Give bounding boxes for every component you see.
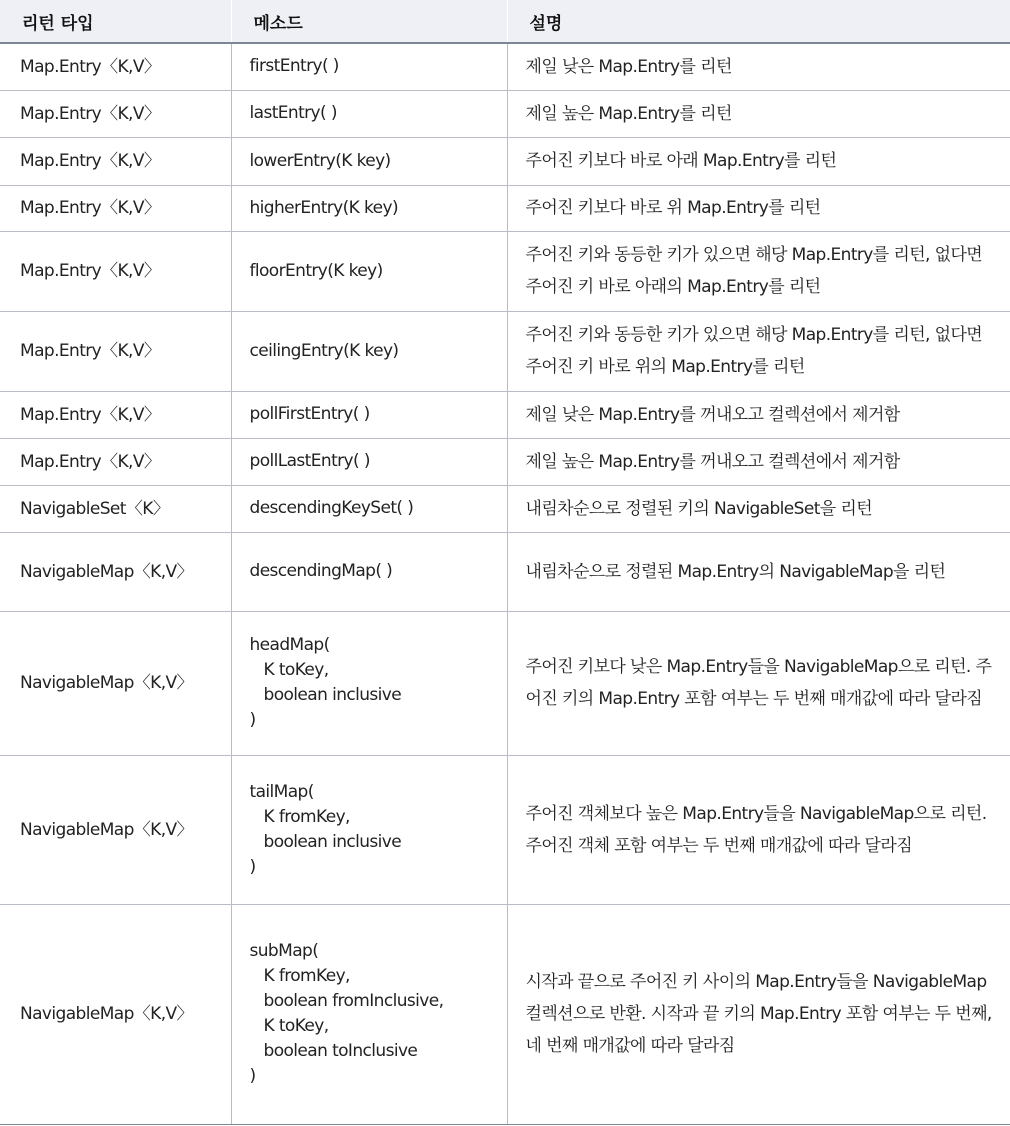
table-row <box>0 391 1010 438</box>
description-cell: 주어진 키보다 낮은 Map.Entry들을 NavigableMap으로 리턴. 주어진 키의 Map.Entry 포함 여부는 두 번째 매개값에 따라 달라짐 <box>507 611 1010 755</box>
description-cell: 내림차순으로 정렬된 Map.Entry의 NavigableMap을 리턴 <box>507 532 1010 611</box>
header-row <box>0 0 1010 43</box>
method-cell <box>231 137 507 185</box>
method-line: boolean inclusive <box>263 831 402 852</box>
return-type-cell: NavigableMap〈K,V〉 <box>0 755 231 904</box>
method-line: headMap( <box>249 635 330 655</box>
return-type-cell: Map.Entry〈K,V〉 <box>0 185 231 231</box>
method-line: ) <box>249 856 256 877</box>
method-cell <box>231 485 507 532</box>
description-cell: 제일 낮은 Map.Entry를 꺼내오고 컬렉션에서 제거함 <box>507 391 1010 438</box>
method-line: higherEntry(K key) <box>249 197 399 218</box>
return-type-cell: NavigableMap〈K,V〉 <box>0 611 231 755</box>
return-type-cell: Map.Entry〈K,V〉 <box>0 311 231 391</box>
table-row <box>0 43 1010 90</box>
method-line: lastEntry( ) <box>249 103 337 123</box>
return-type-cell: NavigableMap〈K,V〉 <box>0 532 231 611</box>
table-row <box>0 438 1010 485</box>
return-type-cell: NavigableSet〈K〉 <box>0 485 231 532</box>
method-line: descendingKeySet( ) <box>249 498 414 518</box>
method-line: boolean inclusive <box>263 685 402 705</box>
description-cell: 제일 낮은 Map.Entry를 리턴 <box>507 43 1010 90</box>
method-line: ceilingEntry(K key) <box>249 340 399 361</box>
method-cell <box>231 904 507 1124</box>
method-line: K fromKey, <box>263 966 350 986</box>
method-line: K toKey, <box>263 1016 329 1036</box>
method-cell <box>231 90 507 137</box>
method-cell <box>231 231 507 311</box>
return-type-cell: Map.Entry〈K,V〉 <box>0 137 231 185</box>
method-cell <box>231 43 507 90</box>
description-cell: 주어진 키보다 바로 아래 Map.Entry를 리턴 <box>507 137 1010 185</box>
description-cell: 제일 높은 Map.Entry를 리턴 <box>507 90 1010 137</box>
return-type-cell: NavigableMap〈K,V〉 <box>0 904 231 1124</box>
description-cell: 주어진 키와 동등한 키가 있으면 해당 Map.Entry를 리턴, 없다면 주어진 키 바로 아래의 Map.Entry를 리턴 <box>507 231 1010 311</box>
description-cell: 제일 높은 Map.Entry를 꺼내오고 컬렉션에서 제거함 <box>507 438 1010 485</box>
table-row <box>0 311 1010 391</box>
method-line: boolean toInclusive <box>263 1041 418 1061</box>
method-line: descendingMap( ) <box>249 561 393 581</box>
method-line: subMap( <box>249 941 319 961</box>
method-line: floorEntry(K key) <box>249 260 383 281</box>
table-row <box>0 904 1010 1124</box>
table-row <box>0 185 1010 231</box>
table-row <box>0 137 1010 185</box>
method-cell <box>231 311 507 391</box>
method-line: pollLastEntry( ) <box>249 451 370 471</box>
method-line: boolean fromInclusive, <box>263 991 444 1011</box>
method-line: pollFirstEntry( ) <box>249 404 370 424</box>
method-line: K toKey, <box>263 660 329 680</box>
description-cell: 내림차순으로 정렬된 키의 NavigableSet을 리턴 <box>507 485 1010 532</box>
table-row <box>0 485 1010 532</box>
description-cell: 시작과 끝으로 주어진 키 사이의 Map.Entry들을 NavigableMap 컬렉션으로 반환. 시작과 끝 키의 Map.Entry 포함 여부는 두 번째, 네 번째 매개값에 따라 달라짐 <box>507 904 1010 1124</box>
header-description: 설명 <box>507 0 1010 43</box>
return-type-cell: Map.Entry〈K,V〉 <box>0 43 231 90</box>
method-line: lowerEntry(K key) <box>249 150 391 171</box>
method-cell <box>231 611 507 755</box>
return-type-cell: Map.Entry〈K,V〉 <box>0 438 231 485</box>
return-type-cell: Map.Entry〈K,V〉 <box>0 391 231 438</box>
method-cell <box>231 391 507 438</box>
description-cell: 주어진 키와 동등한 키가 있으면 해당 Map.Entry를 리턴, 없다면 주어진 키 바로 위의 Map.Entry를 리턴 <box>507 311 1010 391</box>
table-body <box>0 43 1010 1124</box>
method-cell <box>231 438 507 485</box>
description-cell: 주어진 키보다 바로 위 Map.Entry를 리턴 <box>507 185 1010 231</box>
table-row <box>0 755 1010 904</box>
header-return-type: 리턴 타입 <box>0 0 231 43</box>
method-line: firstEntry( ) <box>249 56 339 77</box>
method-cell <box>231 755 507 904</box>
method-line: ) <box>249 710 256 730</box>
method-cell <box>231 532 507 611</box>
method-line: ) <box>249 1066 256 1086</box>
header-method: 메소드 <box>231 0 507 43</box>
table-row <box>0 90 1010 137</box>
return-type-cell: Map.Entry〈K,V〉 <box>0 90 231 137</box>
method-cell <box>231 185 507 231</box>
table-row <box>0 231 1010 311</box>
table-row <box>0 532 1010 611</box>
description-cell: 주어진 객체보다 높은 Map.Entry들을 NavigableMap으로 리턴. 주어진 객체 포함 여부는 두 번째 매개값에 따라 달라짐 <box>507 755 1010 904</box>
method-line: K fromKey, <box>263 806 350 827</box>
return-type-cell: Map.Entry〈K,V〉 <box>0 231 231 311</box>
table-row <box>0 611 1010 755</box>
method-line: tailMap( <box>249 781 314 802</box>
